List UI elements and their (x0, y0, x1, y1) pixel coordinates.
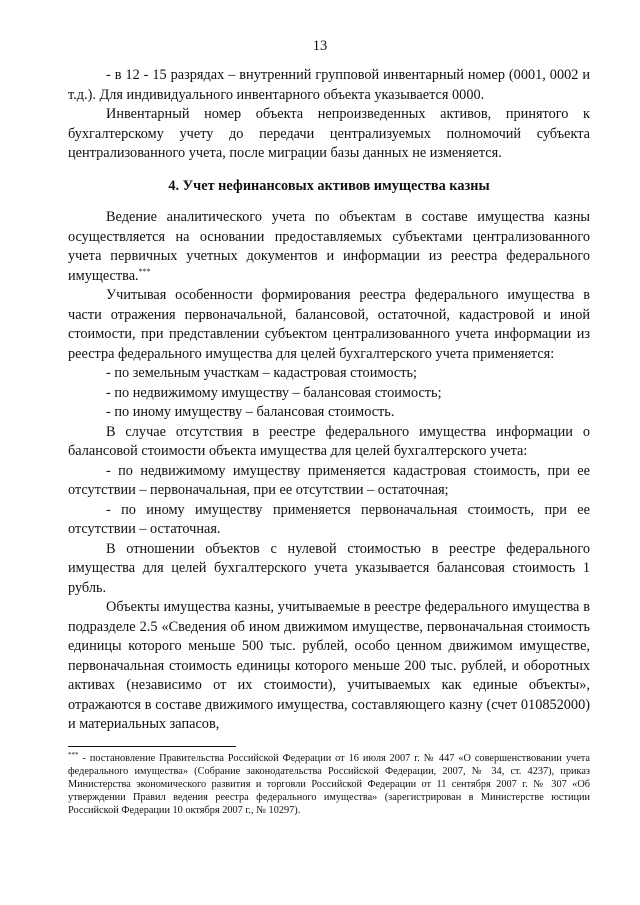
paragraph-analytical-accounting-text: Ведение аналитического учета по объектам в составе имущества казны осуществляется на основании предоставляемых субъектами централизованного учета первичных учетных документов и информации из реестра федерального имущества. (68, 209, 590, 284)
footnote-reference: *** (138, 266, 151, 276)
list-item-land: - по земельным участкам – кадастровая стоимость; (106, 365, 417, 381)
paragraph-registry-features: Учитывая особенности формирования реестра федерального имущества в части отражения первоначальной, балансовой, остаточной, кадастровой и иной стоимости, при представлении субъектом централизованного учета информации из реестра федерального имущества для целей бухгалтерского учета применяется: (68, 287, 590, 362)
footnote (68, 752, 590, 817)
paragraph-analytical-accounting (68, 208, 590, 286)
page-number: 13 (312, 38, 328, 54)
list-item-real-estate-fallback: - по недвижимому имуществу применяется кадастровая стоимость, при ее отсутствии – первоначальная, при ее отсутствии – остаточная; (68, 462, 590, 498)
body-text (68, 66, 590, 735)
list-item-other-fallback: - по иному имуществу применяется первоначальная стоимость, при ее отсутствии – остаточная. (68, 501, 590, 537)
footnote-mark: *** (68, 751, 79, 759)
list-item-other-property: - по иному имуществу – балансовая стоимость. (106, 404, 395, 420)
paragraph-digits-12-15: - в 12 - 15 разрядах – внутренний групповой инвентарный номер (0001, 0002 и т.д.). Для индивидуального инвентарного объекта указывается 0000. (68, 67, 590, 103)
paragraph-zero-value: В отношении объектов с нулевой стоимостью в реестре федерального имущества для целей бухгалтерского учета указывается балансовая стоимость 1 рубль. (68, 540, 590, 596)
list-item-real-estate: - по недвижимому имуществу – балансовая стоимость; (106, 384, 442, 401)
footnote-text: - постановление Правительства Российской Федерации от 16 июля 2007 г. № 447 «О совершенствовании учета федерального имущества» (Собрание законодательства Российской Федерации, 2007, № 34, ст. 4237), приказ Министерства экономического развития и торговли Российской Федерации от 11 сентября 2007 г. № 307 «Об утверждении Правил ведения реестра федерального имущества» (зарегистрирован в Министерстве юстиции Российской Федерации 10 октября 2007 г., № 10297). (68, 753, 590, 816)
paragraph-missing-balance-value: В случае отсутствия в реестре федерального имущества информации о балансовой стоимости объекта имущества для целей бухгалтерского учета: (68, 423, 590, 459)
paragraph-inventory-number: Инвентарный номер объекта непроизведенных активов, принятого к бухгалтерскому учету до передачи централизуемых полномочий субъекта централизованного учета, после миграции базы данных не изменяется. (68, 106, 590, 161)
paragraph-treasury-objects: Объекты имущества казны, учитываемые в реестре федерального имущества в подразделе 2.5 «Сведения об ином движимом имуществе, первоначальная стоимость единицы которого меньше 500 тыс. рублей, особо ценном движимом имуществе, первоначальная стоимость единицы которого меньше 200 тыс. рублей, и оборотных активах (независимо от их стоимости), учитываемых как единые объекты», отражаются в составе движимого имущества, составляющего казну (счет 010852000) и материальных запасов, (68, 599, 590, 732)
section-title: 4. Учет нефинансовых активов имущества казны (168, 177, 490, 194)
footnote-divider (68, 746, 236, 747)
